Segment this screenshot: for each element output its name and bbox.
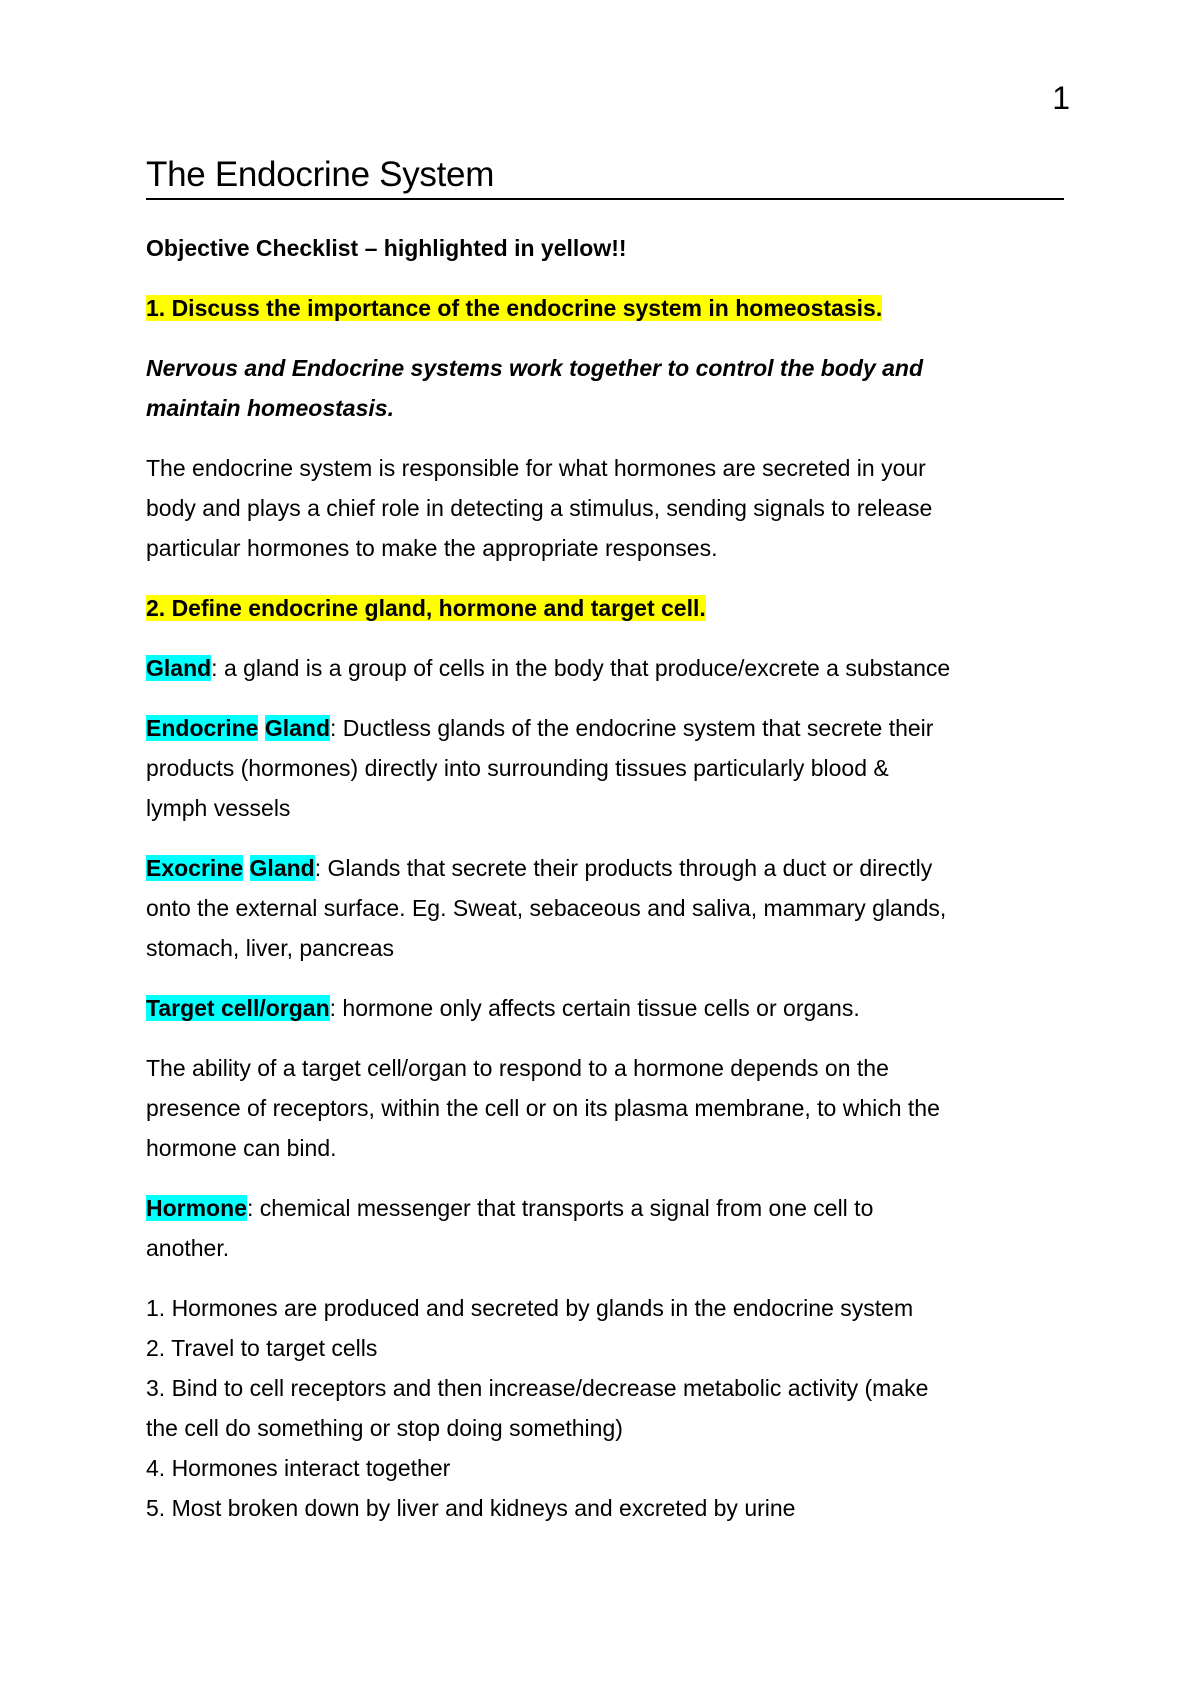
gland-definition bbox=[146, 648, 1066, 688]
exocrine-term: Exocrine bbox=[146, 855, 244, 881]
list-item: 3. Bind to cell receptors and then increase/decrease metabolic activity (make bbox=[146, 1375, 929, 1401]
objective-1 bbox=[146, 288, 1066, 328]
hormone-line-2: another. bbox=[146, 1235, 230, 1261]
target-ability-line-3: hormone can bind. bbox=[146, 1135, 337, 1161]
target-cell-definition bbox=[146, 988, 1066, 1028]
target-ability-line-1: The ability of a target cell/organ to respond to a hormone depends on the bbox=[146, 1055, 889, 1081]
list-item: 5. Most broken down by liver and kidneys and excreted by urine bbox=[146, 1495, 796, 1521]
target-ability-line-2: presence of receptors, within the cell or on its plasma membrane, to which the bbox=[146, 1095, 940, 1121]
title-underline bbox=[146, 198, 1064, 200]
statement-line-2: maintain homeostasis. bbox=[146, 395, 394, 421]
description-line-2: body and plays a chief role in detecting a stimulus, sending signals to release bbox=[146, 495, 933, 521]
objective-2 bbox=[146, 588, 1066, 628]
list-item: 2. Travel to target cells bbox=[146, 1335, 378, 1361]
endocrine-gland-line-1: : Ductless glands of the endocrine system that secrete their bbox=[330, 715, 934, 741]
exocrine-gland-line-3: stomach, liver, pancreas bbox=[146, 935, 395, 961]
gland-term: Gland bbox=[146, 655, 212, 681]
gland-text: : a gland is a group of cells in the body that produce/excrete a substance bbox=[211, 655, 951, 681]
nervous-endocrine-statement bbox=[146, 348, 1066, 428]
target-cell-term: Target cell/organ bbox=[146, 995, 330, 1021]
target-cell-text: : hormone only affects certain tissue cells or organs. bbox=[329, 995, 860, 1021]
objective-2-text: 2. Define endocrine gland, hormone and target cell. bbox=[146, 595, 706, 621]
exocrine-gland-line-2: onto the external surface. Eg. Sweat, sebaceous and saliva, mammary glands, bbox=[146, 895, 947, 921]
endocrine-term: Endocrine bbox=[146, 715, 259, 741]
list-item-continuation: the cell do something or stop doing something) bbox=[146, 1415, 623, 1441]
endocrine-gland-definition bbox=[146, 708, 1066, 828]
document-title: The Endocrine System bbox=[146, 155, 495, 194]
exocrine-gland-line-1: : Glands that secrete their products through a duct or directly bbox=[314, 855, 933, 881]
hormone-line-1: : chemical messenger that transports a signal from one cell to bbox=[246, 1195, 874, 1221]
list-item: 1. Hormones are produced and secreted by glands in the endocrine system bbox=[146, 1295, 914, 1321]
endocrine-gland-line-2: products (hormones) directly into surrounding tissues particularly blood & bbox=[146, 755, 889, 781]
objective-1-text: 1. Discuss the importance of the endocrine system in homeostasis. bbox=[146, 295, 883, 321]
endocrine-description bbox=[146, 448, 1066, 568]
statement-line-1: Nervous and Endocrine systems work together to control the body and bbox=[146, 355, 924, 381]
hormone-definition bbox=[146, 1188, 1066, 1268]
page-number: 1 bbox=[1052, 80, 1070, 116]
endocrine-gland-term: Gland bbox=[264, 715, 331, 741]
exocrine-gland-definition bbox=[146, 848, 1066, 968]
list-item: 4. Hormones interact together bbox=[146, 1455, 451, 1481]
checklist-heading: Objective Checklist – highlighted in yellow!! bbox=[146, 235, 627, 261]
endocrine-gland-line-3: lymph vessels bbox=[146, 795, 291, 821]
hormone-steps-list bbox=[146, 1288, 1066, 1528]
target-ability-paragraph bbox=[146, 1048, 1066, 1168]
hormone-term: Hormone bbox=[146, 1195, 247, 1221]
exocrine-gland-term: Gland bbox=[249, 855, 315, 881]
description-line-1: The endocrine system is responsible for what hormones are secreted in your bbox=[146, 455, 926, 481]
description-line-3: particular hormones to make the appropriate responses. bbox=[146, 535, 718, 561]
